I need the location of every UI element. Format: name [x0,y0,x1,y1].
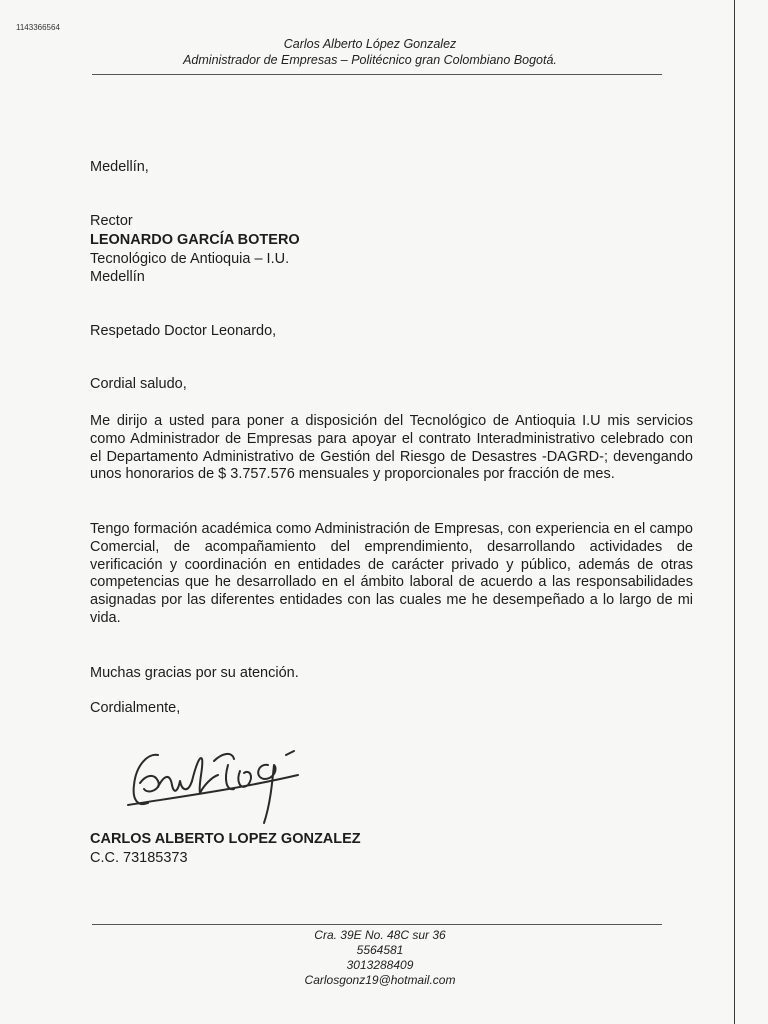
thanks-line: Muchas gracias por su atención. [90,665,299,681]
footer-address: Cra. 39E No. 48C sur 36 [314,928,446,942]
letterhead-name: Carlos Alberto López Gonzalez [283,37,457,51]
body-paragraph-1 [90,413,693,484]
body-paragraph-2 [90,521,693,628]
page-edge-line [734,0,735,1024]
handwritten-signature [118,745,318,835]
recipient-role: Rector [90,213,133,229]
paragraph-2-text: Tengo formación académica como Administración de Empresas, con experiencia en el campo Comercial, de acompañamiento del emprendimiento, desarrollando actividades de verificación y coordinación en entidades de carácter privado y público, además de otras competencias que he desarrollado en el ámbito laboral de acuerdo a las responsabilidades asignadas por las diferentes entidades con las cuales me he desempeñado a lo largo de mi vida. [90,521,693,626]
paragraph-1-text: Me dirijo a usted para poner a disposición del Tecnológico de Antioquia I.U mis servicios como Administrador de Empresas para apoyar el contrato Interadministrativo celebrado con el Departamento Administrativo de Gestión del Riesgo de Desastres -DAGRD-; devengando unos honorarios de $ 3.757.576 mensuales y proporcionales por fracción de mes. [90,413,693,483]
footer-email: Carlosgonz19@hotmail.com [304,973,456,987]
recipient-institution: Tecnológico de Antioquia – I.U. [90,251,290,267]
greeting: Cordial saludo, [90,376,187,392]
letterhead-title: Administrador de Empresas – Politécnico gran Colombiano Bogotá. [183,53,557,67]
recipient-name: LEONARDO GARCÍA BOTERO [90,232,300,248]
footer-phone: 5564581 [356,943,404,957]
letter-place: Medellín, [90,159,149,175]
signer-id: C.C. 73185373 [90,850,188,866]
signer-name: CARLOS ALBERTO LOPEZ GONZALEZ [90,831,361,847]
header-divider [92,74,662,75]
recipient-city: Medellín [90,269,145,285]
footer-divider [92,924,662,925]
scan-id: 1143366564 [16,23,60,32]
closing-line: Cordialmente, [90,700,181,716]
salutation: Respetado Doctor Leonardo, [90,323,277,339]
footer-mobile: 3013288409 [346,958,414,972]
